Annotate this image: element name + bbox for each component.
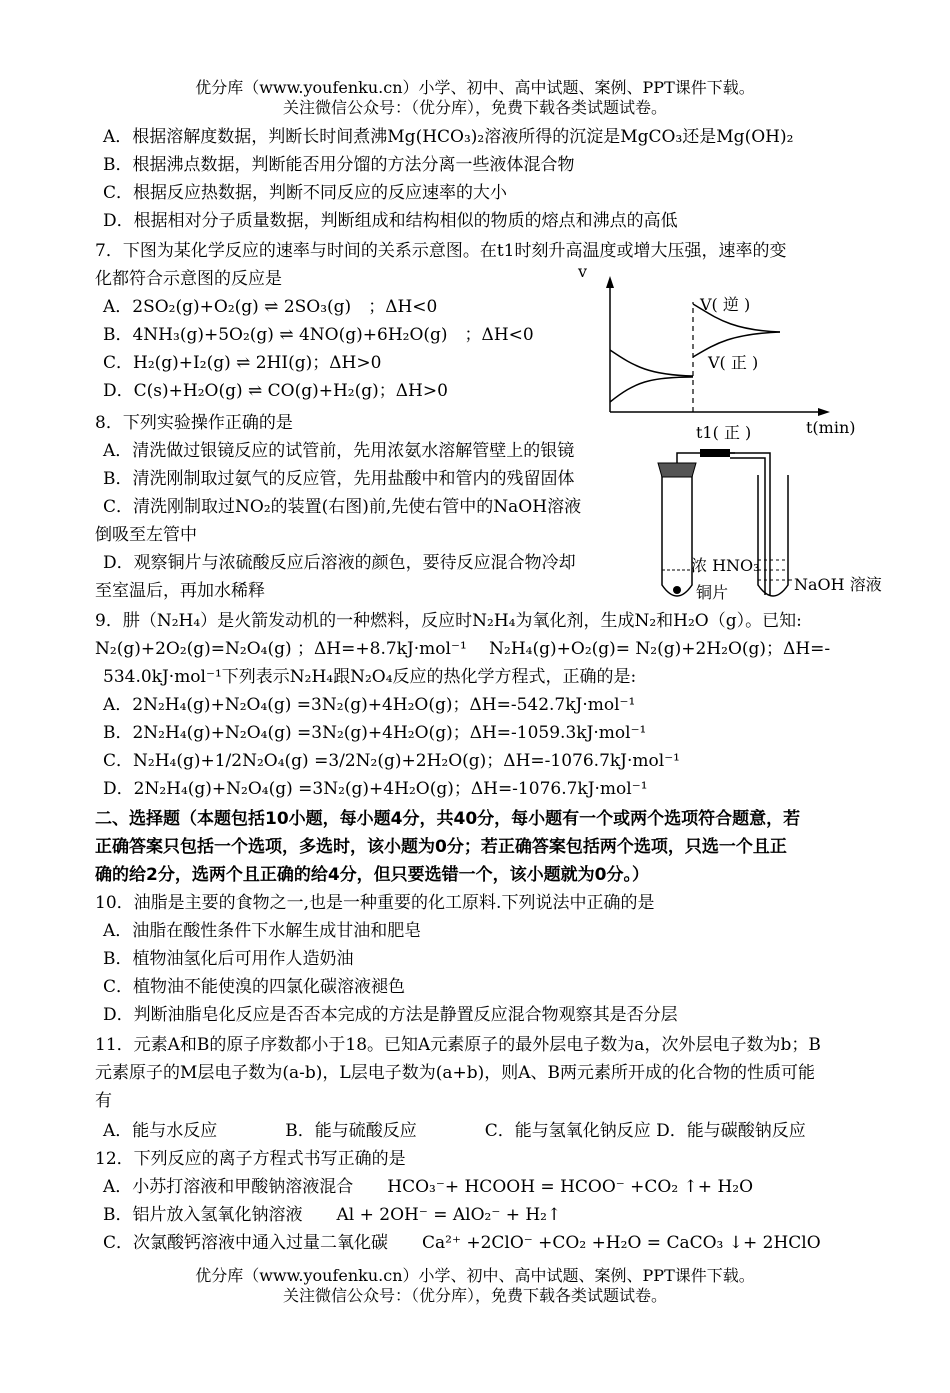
- q9-option-c: C．N₂H₄(g)+1/2N₂O₄(g) =3/2N₂(g)+2H₂O(g)；ΔH=-1076.7kJ·mol⁻¹: [103, 751, 680, 771]
- q8-option-d-1: D．观察铜片与浓硫酸反应后溶液的颜色，要待反应混合物冷却: [103, 553, 576, 573]
- q9-option-a: A．2N₂H₄(g)+N₂O₄(g) =3N₂(g)+4H₂O(g)；ΔH=-542.7kJ·mol⁻¹: [103, 695, 636, 715]
- q9-stem-2: N₂(g)+2O₂(g)=N₂O₄(g) ；ΔH=+8.7kJ·mol⁻¹ N₂H₄(g)+O₂(g)= N₂(g)+2H₂O(g)；ΔH=-: [95, 639, 831, 659]
- header-line-1: 优分库（www.youfenku.cn）小学、初中、高中试题、案例、PPT课件下载。: [195, 78, 755, 97]
- naoh-label: NaOH 溶液: [794, 575, 882, 594]
- q11-options: A．能与水反应 B．能与硫酸反应 C．能与氢氧化钠反应 D．能与碳酸钠反应: [103, 1121, 806, 1141]
- q8-option-c-2: 倒吸至左管中: [95, 525, 197, 545]
- copper-label: 铜片: [696, 583, 729, 602]
- q10-option-a: A．油脂在酸性条件下水解生成甘油和肥皂: [103, 921, 422, 941]
- acid-label: 浓 HNO₃: [691, 556, 760, 575]
- rubber-joint: [700, 449, 730, 457]
- rubber-stopper: [658, 463, 696, 477]
- q9-option-b: B．2N₂H₄(g)+N₂O₄(g) =3N₂(g)+4H₂O(g)；ΔH=-1059.3kJ·mol⁻¹: [103, 723, 647, 743]
- q10-option-b: B．植物油氢化后可用作人造奶油: [103, 949, 354, 969]
- q10-stem: 10．油脂是主要的食物之一,也是一种重要的化工原料.下列说法中正确的是: [95, 893, 655, 913]
- graph-y-axis-label: v: [578, 262, 588, 281]
- header-line-2: 关注微信公众号：（优分库），免费下载各类试题试卷。: [282, 98, 667, 117]
- y-axis-arrow: [606, 276, 614, 288]
- q6-option-a: A．根据溶解度数据，判断长时间煮沸Mg(HCO₃)₂溶液所得的沉淀是MgCO₃还是Mg(OH)₂: [103, 127, 794, 147]
- curve-initial-upper: [610, 350, 693, 376]
- q7-option-d: D．C(s)+H₂O(g) ⇌ CO(g)+H₂(g)；ΔH>0: [103, 381, 448, 401]
- left-test-tube: [662, 475, 692, 596]
- q9-stem-3: 534.0kJ·mol⁻¹下列表示N₂H₄跟N₂O₄反应的热化学方程式，正确的是:: [103, 667, 637, 687]
- q10-option-d: D．判断油脂皂化反应是否否本完成的方法是静置反应混合物观察其是否分层: [103, 1005, 678, 1025]
- q8-option-b: B．清洗刚制取过氨气的反应管，先用盐酸中和管内的残留固体: [103, 469, 575, 489]
- q7-option-b: B．4NH₃(g)+5O₂(g) ⇌ 4NO(g)+6H₂O(g) ；ΔH<0: [103, 325, 534, 345]
- q6-option-c: C．根据反应热数据，判断不同反应的反应速率的大小: [103, 183, 508, 203]
- footer-line-1: 优分库（www.youfenku.cn）小学、初中、高中试题、案例、PPT课件下载。: [195, 1266, 755, 1285]
- q11-stem-1: 11．元素A和B的原子序数都小于18。已知A元素原子的最外层电子数为a，次外层电子数为b；B: [95, 1035, 821, 1055]
- right-test-tube: [758, 475, 788, 596]
- section2-heading-2: 正确答案只包括一个选项，多选时，该小题为0分；若正确答案包括两个选项，只选一个且正: [95, 837, 787, 857]
- q12-option-b: B．铝片放入氢氧化钠溶液 Al + 2OH⁻ = AlO₂⁻ + H₂↑: [103, 1205, 562, 1225]
- q6-option-d: D．根据相对分子质量数据，判断组成和结构相似的物质的熔点和沸点的高低: [103, 211, 678, 231]
- q7-option-a: A．2SO₂(g)+O₂(g) ⇌ 2SO₃(g) ；ΔH<0: [103, 297, 438, 317]
- footer-line-2: 关注微信公众号：（优分库），免费下载各类试题试卷。: [282, 1286, 667, 1305]
- x-axis-arrow: [818, 408, 830, 416]
- section2-heading-1: 二、选择题（本题包括10小题，每小题4分，共40分，每小题有一个或两个选项符合题意，若: [95, 809, 801, 829]
- copper-piece: [673, 586, 681, 594]
- q7-stem-1: 7．下图为某化学反应的速率与时间的关系示意图。在t1时刻升高温度或增大压强，速率的变: [95, 241, 787, 261]
- q12-option-a: A．小苏打溶液和甲酸钠溶液混合 HCO₃⁻+ HCOOH = HCOO⁻ +CO₂ ↑+ H₂O: [103, 1177, 754, 1197]
- q12-stem: 12．下列反应的离子方程式书写正确的是: [95, 1149, 406, 1169]
- q12-option-c: C．次氯酸钙溶液中通入过量二氧化碳 Ca²⁺ +2ClO⁻ +CO₂ +H₂O = CaCO₃ ↓+ 2HClO: [103, 1233, 821, 1253]
- graph-reverse-label: V( 逆 ): [700, 295, 751, 314]
- curve-initial-lower: [610, 377, 693, 402]
- section2-heading-3: 确的给2分，选两个且正确的给4分，但只要选错一个，该小题就为0分。）: [95, 865, 649, 885]
- graph-t1-label: t1( 正 ): [696, 423, 752, 442]
- q8-stem: 8．下列实验操作正确的是: [95, 413, 293, 433]
- graph-forward-label: V( 正 ): [708, 353, 759, 372]
- q10-option-c: C．植物油不能使溴的四氯化碳溶液褪色: [103, 977, 406, 997]
- q6-option-b: B．根据沸点数据，判断能否用分馏的方法分离一些液体混合物: [103, 155, 575, 175]
- q7-option-c: C．H₂(g)+I₂(g) ⇌ 2HI(g)；ΔH>0: [103, 353, 382, 373]
- q9-option-d: D．2N₂H₄(g)+N₂O₄(g) =3N₂(g)+4H₂O(g)；ΔH=-1076.7kJ·mol⁻¹: [103, 779, 648, 799]
- q8-option-a: A．清洗做过银镜反应的试管前，先用浓氨水溶解管壁上的银镜: [103, 441, 575, 461]
- q9-stem-1: 9．肼（N₂H₄）是火箭发动机的一种燃料，反应时N₂H₄为氧化剂，生成N₂和H₂O（g）。已知:: [95, 611, 802, 631]
- q11-stem-2: 元素原子的M层电子数为(a-b)，L层电子数为(a+b)，则A、B两元素所开成的化合物的性质可能: [95, 1063, 816, 1083]
- graph-x-axis-label: t(min): [806, 418, 856, 437]
- q8-option-c-1: C．清洗刚制取过NO₂的装置(右图)前,先使右管中的NaOH溶液: [103, 497, 582, 517]
- q7-stem-2: 化都符合示意图的反应是: [95, 269, 282, 289]
- q11-stem-3: 有: [95, 1091, 112, 1111]
- q8-option-d-2: 至室温后，再加水稀释: [95, 581, 265, 601]
